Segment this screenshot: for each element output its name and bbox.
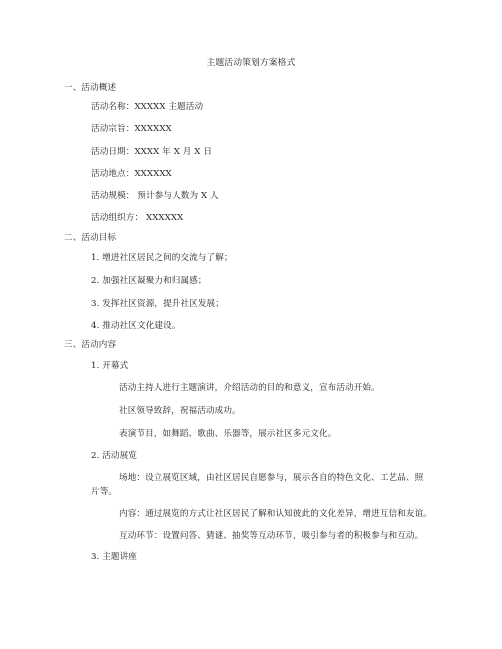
subsection-title-exhibition: 2. 活动展览 xyxy=(91,451,138,461)
field-activity-scale: 活动规模： 预计参与人数为 X 人 xyxy=(91,191,219,201)
paragraph: 表演节目，如舞蹈、歌曲、乐器等，展示社区多元文化。 xyxy=(119,429,337,439)
field-activity-name: 活动名称：XXXXX 主题活动 xyxy=(91,102,204,112)
field-activity-date: 活动日期：XXXX 年 X 月 X 日 xyxy=(91,147,213,157)
subsection-title-opening: 1. 开幕式 xyxy=(91,361,129,371)
paragraph: 社区领导致辞，祝福活动成功。 xyxy=(119,406,241,416)
paragraph-continuation: 片等。 xyxy=(91,487,118,497)
goal-item: 1. 增进社区居民之间的交流与了解； xyxy=(91,253,233,263)
paragraph: 互动环节：设置问答、猜谜、抽奖等互动环节，吸引参与者的积极参与和互动。 xyxy=(119,531,424,541)
field-activity-location: 活动地点：XXXXXX xyxy=(91,169,172,179)
field-activity-purpose: 活动宗旨：XXXXXX xyxy=(91,124,172,134)
section-heading-goals: 二、活动目标 xyxy=(64,233,117,243)
paragraph: 内容：通过展览的方式让社区居民了解和认知彼此的文化差异，增进互信和友谊。 xyxy=(119,509,432,519)
section-heading-overview: 一、活动概述 xyxy=(64,83,117,93)
paragraph: 场地：设立展览区域，由社区居民自愿参与，展示各自的特色文化、工艺品、照 xyxy=(119,473,424,483)
section-heading-content: 三、活动内容 xyxy=(64,340,117,350)
goal-item: 3. 发挥社区资源，提升社区发展； xyxy=(91,299,224,309)
subsection-title-lecture: 3. 主题讲座 xyxy=(91,552,138,562)
document-title: 主题活动策划方案格式 xyxy=(206,58,296,68)
paragraph: 活动主持人进行主题演讲，介绍活动的目的和意义，宣布活动开始。 xyxy=(119,383,380,393)
goal-item: 4. 推动社区文化建设。 xyxy=(91,321,181,331)
field-activity-organizer: 活动组织方： XXXXXX xyxy=(91,213,184,223)
goal-item: 2. 加强社区凝聚力和归属感； xyxy=(91,276,207,286)
